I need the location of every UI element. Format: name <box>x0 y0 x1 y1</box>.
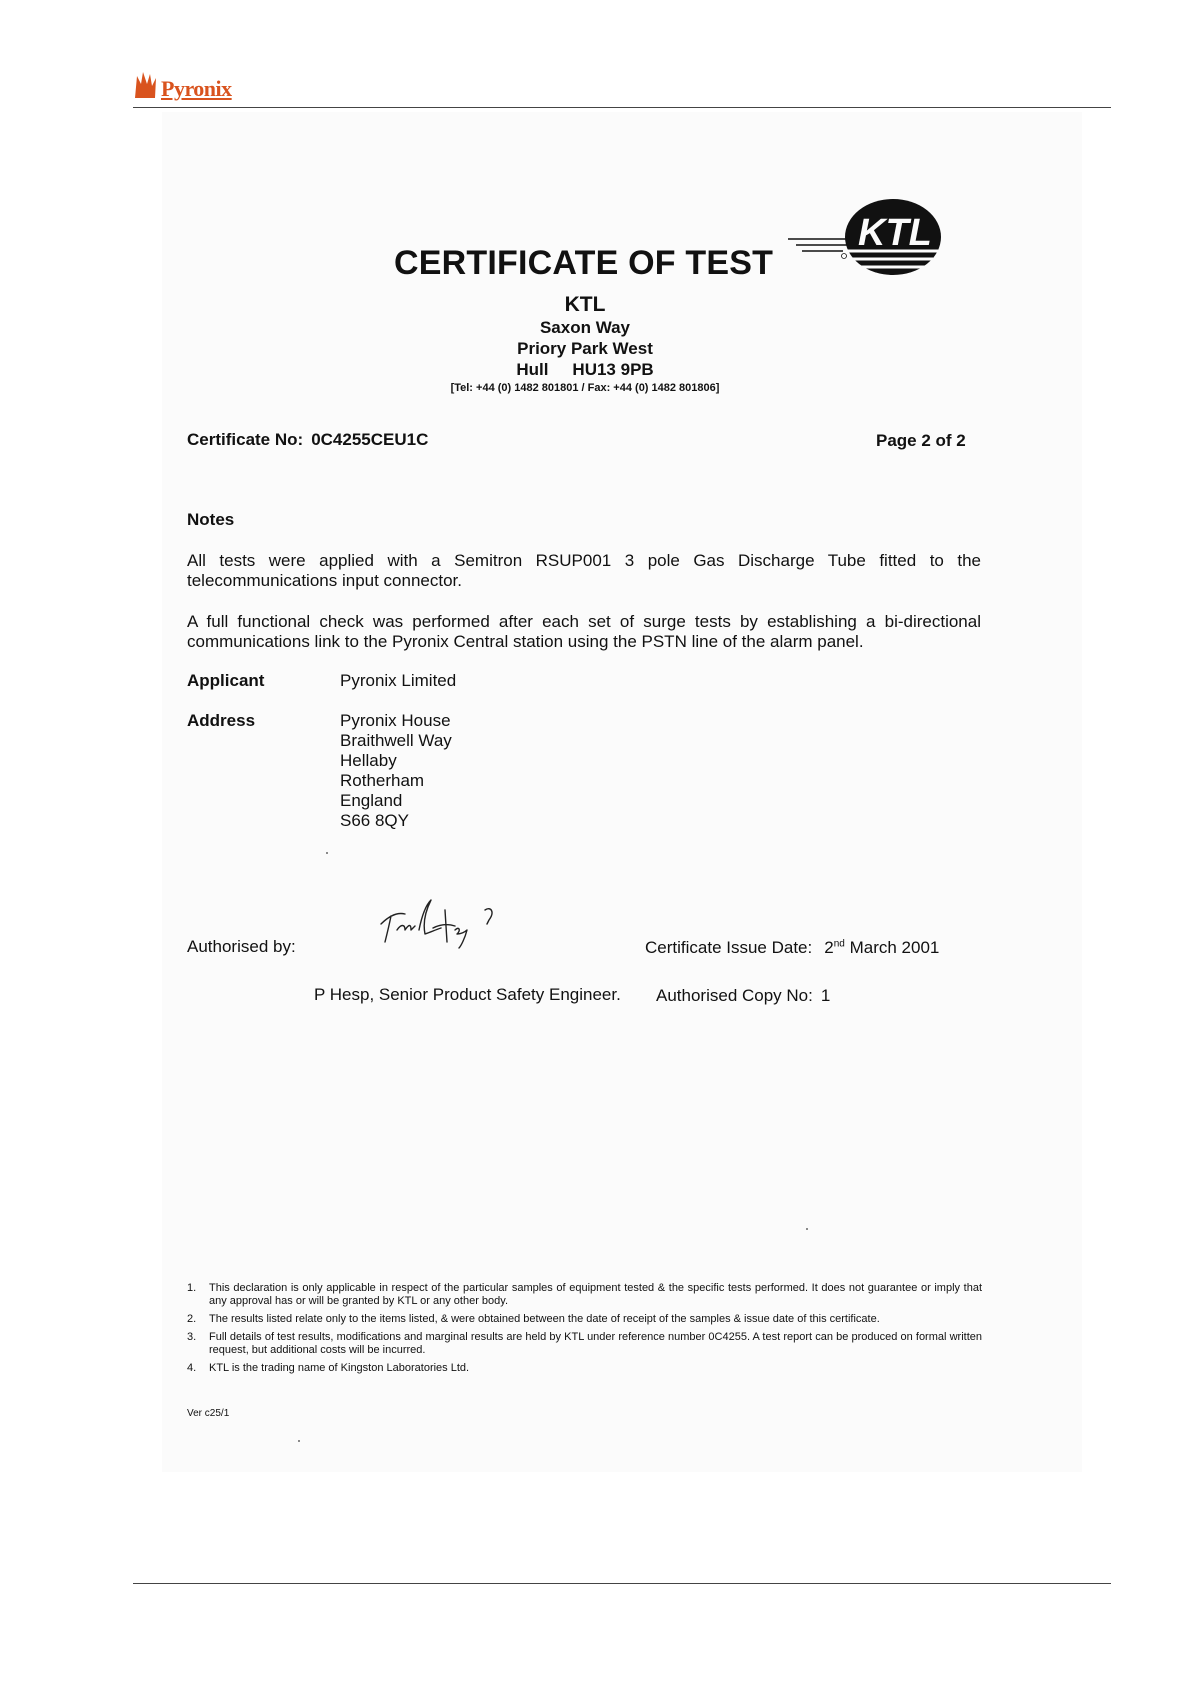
header-rule <box>133 107 1111 108</box>
pyronix-logo-text: Pyronix <box>161 76 232 101</box>
signatory: P Hesp, Senior Product Safety Engineer. <box>314 985 621 1004</box>
issue-date <box>645 938 939 958</box>
issuer-town: Hull <box>516 360 549 379</box>
footnotes <box>187 1282 982 1380</box>
ktl-logo <box>788 195 953 285</box>
footnote-text: Full details of test results, modifications and marginal results are held by KTL under reference number 0C4255. A test report can be produced on formal written request, but additional costs will be incurred. <box>209 1331 982 1356</box>
issuer-town-postcode <box>300 360 870 380</box>
issuer-area: Priory Park West <box>517 339 653 358</box>
applicant-value: Pyronix Limited <box>340 671 457 690</box>
address-line: Rotherham <box>340 771 425 790</box>
ktl-logo-text: KTL <box>858 212 932 254</box>
certificate-title: CERTIFICATE OF TEST <box>394 244 774 282</box>
note-paragraph: All tests were applied with a Semitron RSUP001 3 pole Gas Discharge Tube fitted to the telecommunications input connector. <box>187 551 981 590</box>
pyronix-flame-icon <box>133 70 159 100</box>
footnote-item <box>187 1313 982 1326</box>
certificate-number-label: Certificate No: <box>187 430 304 449</box>
issuer-postcode: HU13 9PB <box>572 360 654 379</box>
issuer-telfax: [Tel: +44 (0) 1482 801801 / Fax: +44 (0) 1482 801806] <box>450 382 720 394</box>
footnote-item <box>187 1362 982 1375</box>
address-block <box>340 711 452 831</box>
footnote-number: 1. <box>187 1282 197 1294</box>
notes-heading: Notes <box>187 510 235 529</box>
pyronix-logo <box>133 70 243 106</box>
footnote-number: 4. <box>187 1362 197 1374</box>
scan-speck <box>806 1228 808 1230</box>
authorised-copy-number: 1 <box>820 986 831 1005</box>
issuer-street: Saxon Way <box>539 318 631 337</box>
address-line: Braithwell Way <box>340 731 452 750</box>
applicant-label: Applicant <box>187 671 265 690</box>
page-indicator: Page 2 of 2 <box>876 431 966 450</box>
authorised-copy <box>656 986 830 1006</box>
address-line: Hellaby <box>340 751 397 770</box>
issue-date-day: 2 <box>824 938 834 957</box>
version-label: Ver c25/1 <box>187 1408 230 1419</box>
footnote-text: KTL is the trading name of Kingston Laboratories Ltd. <box>209 1362 470 1374</box>
authorised-copy-label: Authorised Copy No: <box>656 986 813 1005</box>
address-line: Pyronix House <box>340 711 451 730</box>
scan-speck <box>298 1440 300 1442</box>
footnote-text: The results listed relate only to the items listed, & were obtained between the date of receipt of the samples & issue date of this certificate. <box>209 1313 880 1325</box>
issue-date-day-suffix: nd <box>833 938 845 950</box>
certificate-number-value: 0C4255CEU1C <box>311 430 429 449</box>
address-line: S66 8QY <box>340 811 409 830</box>
authorised-by-label: Authorised by: <box>187 937 296 956</box>
footnote-item <box>187 1331 982 1357</box>
issue-date-label: Certificate Issue Date: <box>645 938 813 957</box>
footer-rule <box>133 1583 1111 1584</box>
note-paragraph: A full functional check was performed after each set of surge tests by establishing a bi-directional communications link to the Pyronix Central station using the PSTN line of the alarm panel. <box>187 612 981 651</box>
signature <box>375 890 515 950</box>
certificate-number <box>187 430 428 450</box>
footnote-text: This declaration is only applicable in respect of the particular samples of equipment tested & the specific tests performed. It does not guarantee or imply that any approval has or will be granted by KTL or any other body. <box>209 1282 982 1307</box>
footnote-number: 3. <box>187 1331 197 1343</box>
footnote-number: 2. <box>187 1313 197 1325</box>
address-label: Address <box>187 711 256 730</box>
issue-date-month-year: March 2001 <box>849 938 940 957</box>
scan-speck <box>326 852 328 854</box>
address-line: England <box>340 791 403 810</box>
issuer-name: KTL <box>564 293 606 316</box>
footnote-item <box>187 1282 982 1308</box>
